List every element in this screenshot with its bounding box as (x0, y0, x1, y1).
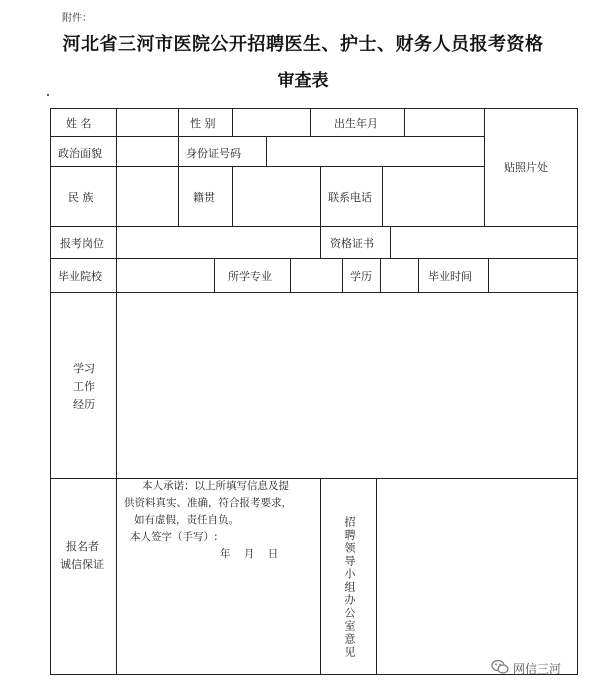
gender-label: 性 别 (190, 117, 216, 130)
birth-label: 出生年月 (334, 117, 378, 130)
ethnicity-label: 民 族 (68, 191, 94, 204)
experience-label-line1: 学习 (73, 362, 95, 375)
watermark-text: 网信三河 (513, 662, 562, 676)
id-number-label: 身份证号码 (186, 147, 241, 160)
position-label: 报考岗位 (60, 237, 104, 250)
signature-label: 本人签字（手写）: (130, 531, 218, 543)
education-label: 学历 (350, 270, 372, 283)
integrity-label-line1: 报名者 (66, 540, 99, 553)
promise-line2: 供资料真实、准确，符合报考要求， (124, 497, 292, 509)
school-label: 毕业院校 (58, 270, 102, 283)
phone-label: 联系电话 (328, 191, 372, 204)
attachment-label: 附件： (62, 13, 92, 24)
page-title-line2: 审查表 (277, 71, 329, 91)
experience-label-line2: 工作 (73, 380, 95, 393)
integrity-label-line2: 诚信保证 (60, 558, 104, 571)
date-label: 年 月 日 (220, 548, 279, 560)
major-label: 所学专业 (228, 270, 272, 283)
political-label: 政治面貌 (58, 147, 102, 160)
name-label: 姓 名 (66, 117, 92, 130)
promise-line3: 如有虚假，责任自负。 (134, 514, 239, 526)
margin-dot (47, 94, 49, 96)
page-title-line1: 河北省三河市医院公开招聘医生、护士、财务人员报考资格 (62, 34, 544, 55)
wechat-icon (491, 659, 509, 675)
photo-label: 贴照片处 (504, 161, 548, 174)
experience-label-line3: 经历 (73, 398, 95, 411)
promise-line1: 本人承诺：以上所填写信息及提 (142, 480, 289, 492)
office-opinion-label: 招聘领导小组办公室意见 (343, 516, 356, 659)
native-place-label: 籍贯 (193, 191, 215, 204)
grad-time-label: 毕业时间 (428, 270, 472, 283)
certificate-label: 资格证书 (330, 237, 374, 250)
